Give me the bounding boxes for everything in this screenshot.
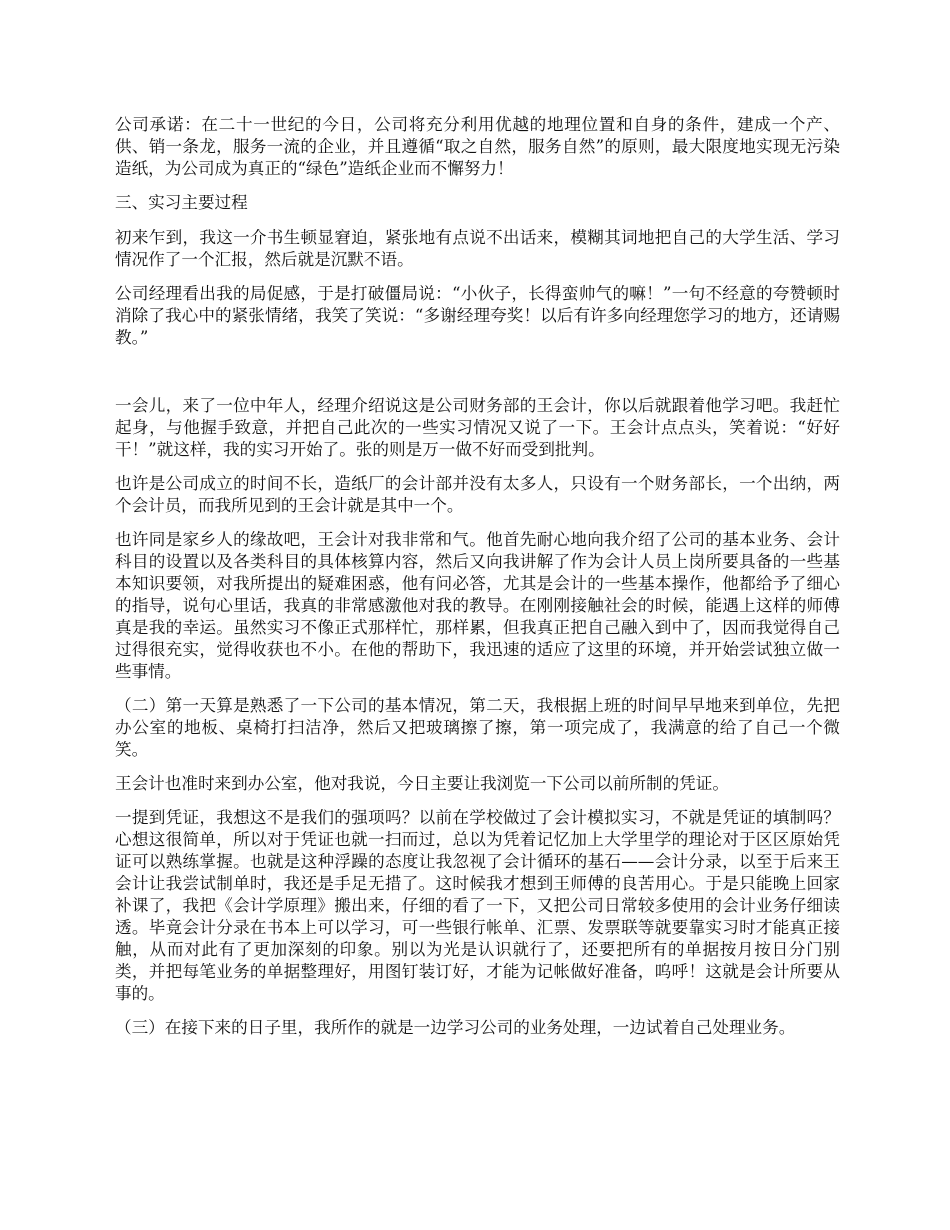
paragraph-department: 也许是公司成立的时间不长，造纸厂的会计部并没有太多人，只设有一个财务部长，一个出纳，两个会计员，而我所见到的王会计就是其中一个。 [115, 474, 840, 515]
paragraph-company-pledge: 公司承诺：在二十一世纪的今日，公司将充分利用优越的地理位置和自身的条件，建成一个产、供、销一条龙，服务一流的企业，并且遵循“取之自然，服务自然”的原则，最大限度地实现无污染造纸，为公司成为真正的“绿色”造纸企业而不懈努力！ [115, 115, 840, 178]
paragraph-accountant-intro: 一会儿，来了一位中年人，经理介绍说这是公司财务部的王会计，你以后就跟着他学习吧。我赶忙起身，与他握手致意，并把自己此次的一些实习情况又说了一下。王会计点点头，笑着说：“好好干！”就这样，我的实习开始了。张的则是万一做不好而受到批判。 [115, 396, 840, 459]
paragraph-manager: 公司经理看出我的局促感，于是打破僵局说：“小伙子，长得蛮帅气的嘛！”一句不经意的夸赞顿时消除了我心中的紧张情绪，我笑了笑说：“多谢经理夸奖！以后有许多向经理您学习的地方，还请赐教。” [115, 284, 840, 347]
paragraph-arrival: 初来乍到，我这一介书生顿显窘迫，紧张地有点说不出话来，模糊其词地把自己的大学生活、学习情况作了一个汇报，然后就是沉默不语。 [115, 228, 840, 269]
blank-gap [115, 361, 840, 395]
paragraph-following-days: （三）在接下来的日子里，我所作的就是一边学习公司的业务处理，一边试着自己处理业务。 [115, 1018, 796, 1037]
document-page [115, 114, 840, 1051]
section-heading: 三、实习主要过程 [115, 193, 248, 212]
paragraph-day-two: （二）第一天算是熟悉了一下公司的基本情况，第二天，我根据上班的时间早早地来到单位，先把办公室的地板、桌椅打扫洁净，然后又把玻璃擦了擦，第一项完成了，我满意的给了自己一个微笑。 [115, 696, 840, 759]
paragraph-vouchers-task: 王会计也准时来到办公室，他对我说，今日主要让我浏览一下公司以前所制的凭证。 [115, 774, 729, 793]
paragraph-mentor: 也许同是家乡人的缘故吧，王会计对我非常和气。他首先耐心地向我介绍了公司的基本业务、会计科目的设置以及各类科目的具体核算内容，然后又向我讲解了作为会计人员上岗所要具备的一些基本知识要领，对我所提出的疑难困惑，他有问必答，尤其是会计的一些基本操作，他都给予了细心的指导，说句心里话，我真的非常感激他对我的教导。在刚刚接触社会的时候，能遇上这样的师傅真是我的幸运。虽然实习不像正式那样忙，那样累，但我真正把自己融入到中了，因而我觉得自己过得很充实，觉得收获也不小。在他的帮助下，我迅速的适应了这里的环境，并开始尝试独立做一些事情。 [115, 530, 840, 681]
paragraph-vouchers-reflection: 一提到凭证，我想这不是我们的强项吗？以前在学校做过了会计模拟实习，不就是凭证的填制吗？心想这很简单，所以对于凭证也就一扫而过，总以为凭着记忆加上大学里学的理论对于区区原始凭证可以熟练掌握。也就是这种浮躁的态度让我忽视了会计循环的基石——会计分录，以至于后来王会计让我尝试制单时，我还是手足无措了。这时候我才想到王师傅的良苦用心。于是只能晚上回家补课了，我把《会计学原理》搬出来，仔细的看了一下，又把公司日常较多使用的会计业务仔细读透。毕竟会计分录在书本上可以学习，可一些银行帐单、汇票、发票联等就要靠实习时才能真正接触，从而对此有了更加深刻的印象。别以为光是认识就行了，还要把所有的单据按月按日分门别类，并把每笔业务的单据整理好，用图钉装订好，才能为记帐做好准备，呜呼！这就是会计所要从事的。 [115, 808, 840, 1003]
